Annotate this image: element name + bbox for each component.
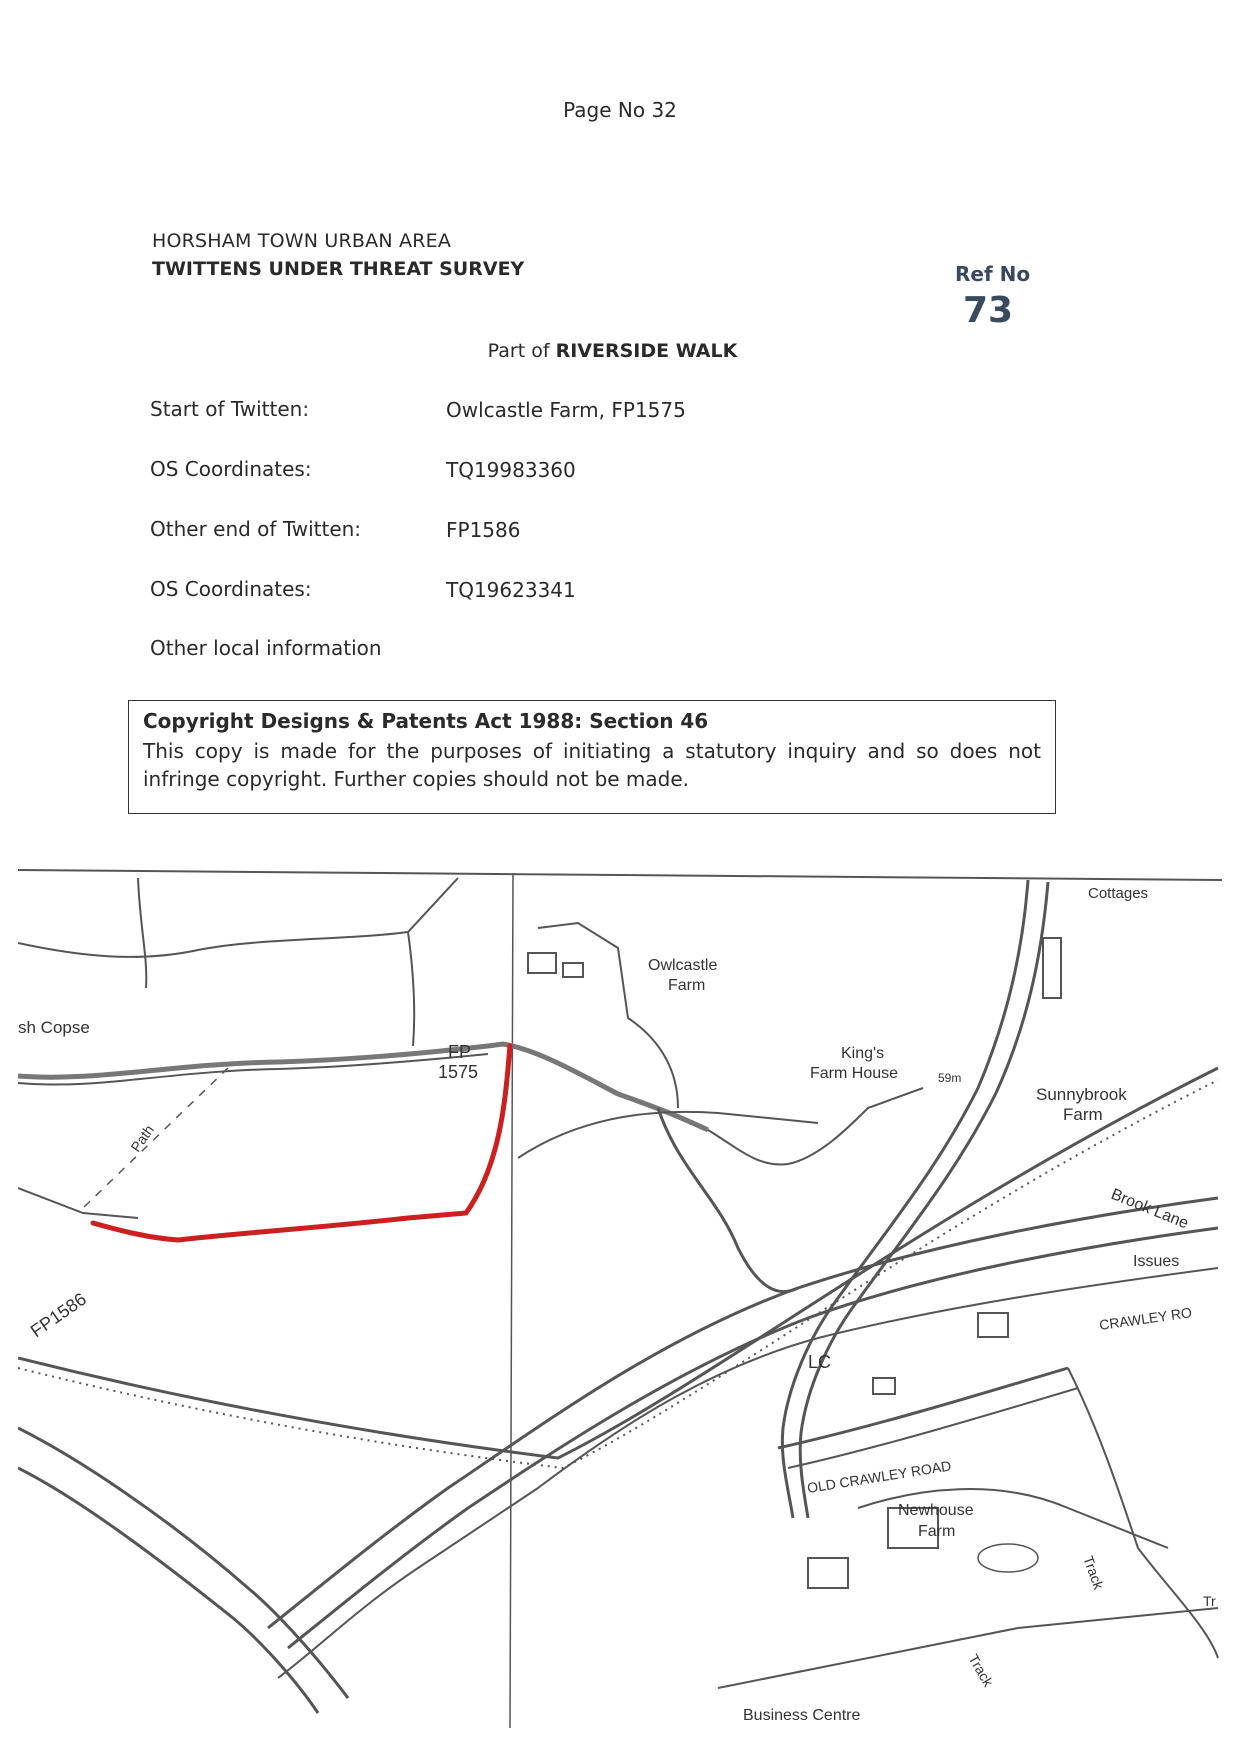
label-height: 59m	[938, 1071, 962, 1085]
dashed-path	[83, 1068, 228, 1208]
walk-prefix: Part of	[487, 340, 550, 362]
annotation-fp1575: FP 1575	[438, 1042, 479, 1082]
ref-label: Ref No	[955, 262, 1031, 286]
label-track-2: Track	[965, 1651, 997, 1690]
label-newhouse-farm: Farm	[918, 1523, 956, 1540]
label-kings-farmhouse: Farm House	[810, 1065, 899, 1082]
label-owlcastle-farm: Farm	[668, 977, 706, 994]
field-boundary	[18, 878, 458, 957]
ref-number: 73	[963, 290, 1014, 331]
end-os-value: TQ19623341	[446, 578, 576, 602]
walk-name: RIVERSIDE WALK	[555, 340, 738, 362]
map-linework	[18, 870, 1222, 1728]
label-owlcastle: Owlcastle	[648, 957, 718, 974]
label-issues: Issues	[1133, 1253, 1180, 1270]
label-crawley-road: CRAWLEY RO	[1098, 1304, 1193, 1333]
area-heading: HORSHAM TOWN URBAN AREA	[152, 230, 452, 252]
old-crawley-road	[778, 1368, 1068, 1448]
end-os-label: OS Coordinates:	[150, 577, 312, 601]
other-info-label: Other local information	[150, 636, 382, 660]
annotation-fp1586: FP1586	[26, 1288, 90, 1342]
label-newhouse: Newhouse	[898, 1502, 974, 1519]
label-lc: LC	[808, 1352, 832, 1372]
main-road-ns	[782, 880, 1028, 1518]
building	[528, 953, 556, 973]
sw-road	[18, 1428, 348, 1698]
label-track-1: Track	[1080, 1553, 1108, 1592]
walk-heading	[0, 340, 1225, 362]
survey-title: TWITTENS UNDER THREAT SURVEY	[152, 258, 525, 280]
route-map	[18, 868, 1222, 1728]
start-label: Start of Twitten:	[150, 397, 310, 421]
stream-south	[658, 1108, 798, 1292]
page-number: Page No 32	[563, 98, 677, 122]
end-value: FP1586	[446, 518, 521, 542]
label-business-centre: Business Centre	[743, 1707, 861, 1724]
start-value: Owlcastle Farm, FP1575	[446, 398, 686, 422]
label-cottages: Cottages	[1088, 885, 1149, 902]
start-os-label: OS Coordinates:	[150, 457, 312, 481]
label-brook-lane: Brook Lane	[1108, 1185, 1191, 1233]
start-os-value: TQ19983360	[446, 458, 576, 482]
copyright-title: Copyright Designs & Patents Act 1988: Section 46	[143, 709, 709, 733]
copyright-body: This copy is made for the purposes of initiating a statutory inquiry and so does not infringe copyright. Further copies should not be made.	[143, 739, 1041, 791]
map-top-edge	[18, 870, 1222, 880]
label-kings: King's	[841, 1045, 885, 1062]
label-old-crawley-road: OLD CRAWLEY ROAD	[805, 1457, 953, 1496]
label-tr: Tr	[1203, 1593, 1216, 1609]
label-copse: sh Copse	[18, 1018, 90, 1037]
label-path: Path	[127, 1121, 157, 1155]
crawley-road	[268, 1198, 1218, 1628]
label-sunnybrook: Sunnybrook	[1036, 1085, 1127, 1104]
stream	[18, 1044, 708, 1130]
end-label: Other end of Twitten:	[150, 517, 362, 541]
copyright-notice	[128, 700, 1056, 814]
label-sunnybrook-farm: Farm	[1063, 1105, 1103, 1124]
map-grid-line	[510, 873, 513, 1728]
